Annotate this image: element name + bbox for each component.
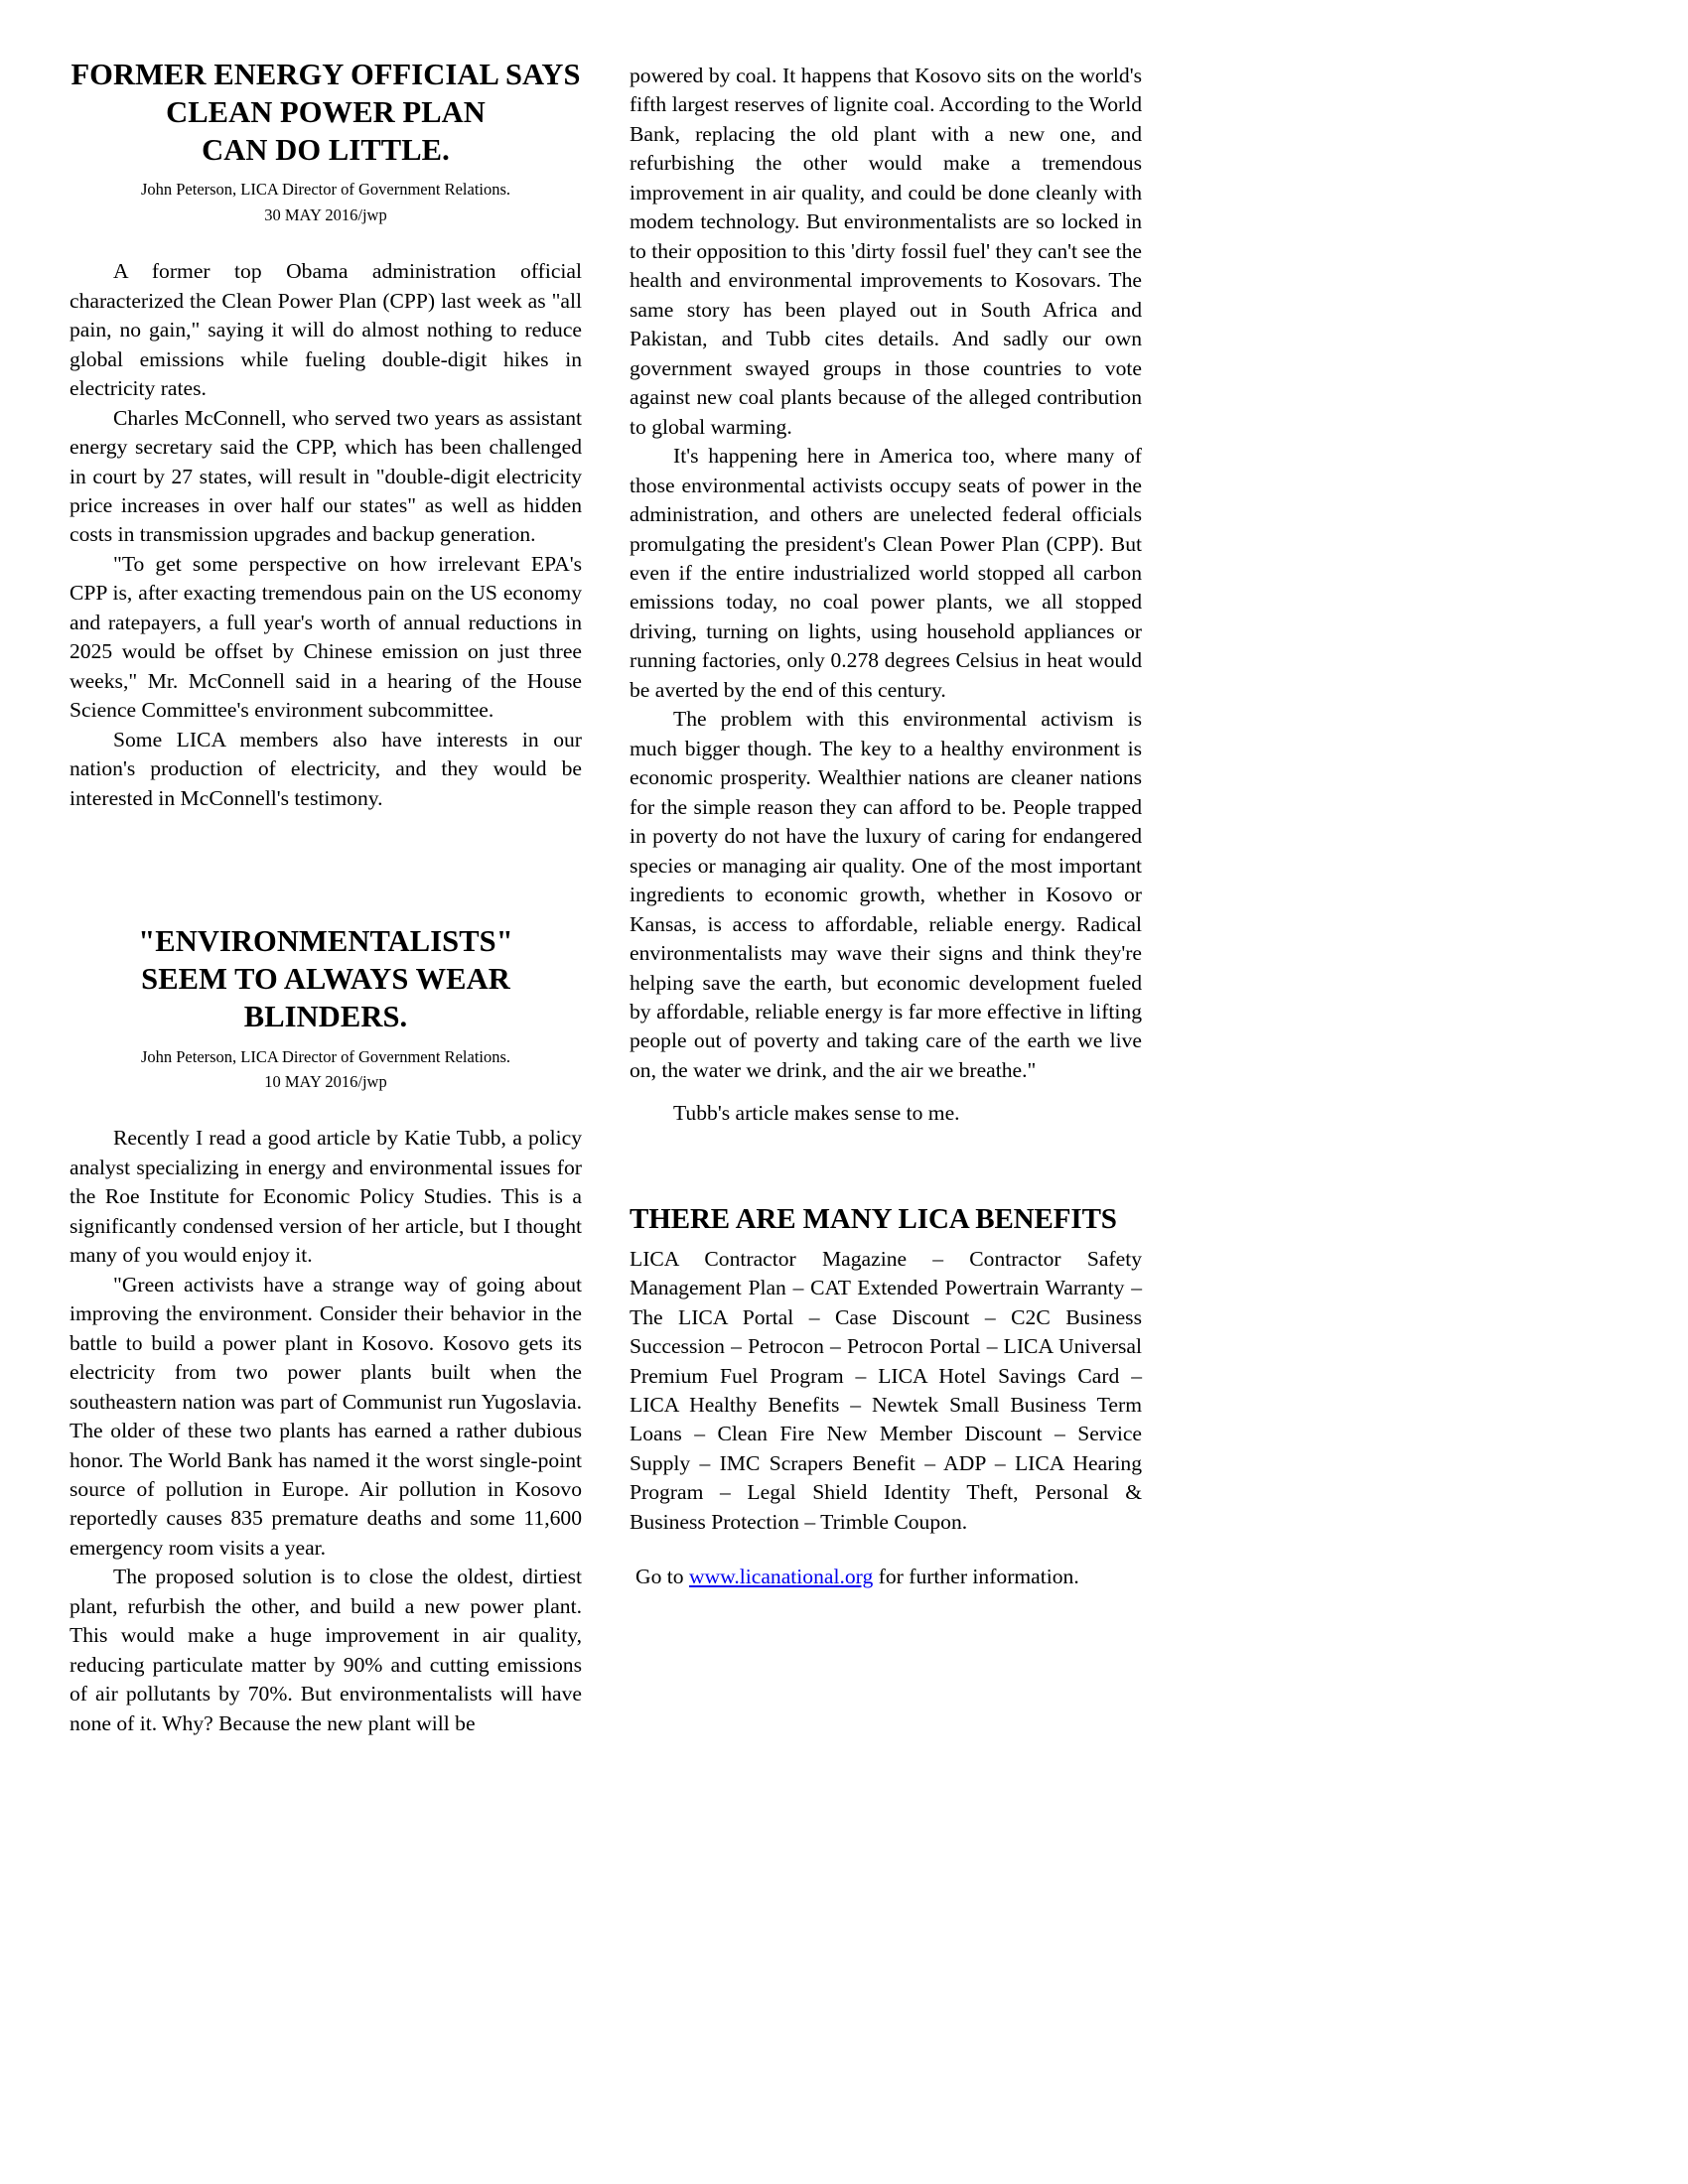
article2-headline	[70, 922, 582, 1035]
left-column	[70, 56, 582, 1738]
spacer	[70, 1094, 582, 1124]
benefits-footer	[630, 1563, 1142, 1591]
article1-paragraph: Charles McConnell, who served two years as assistant energy secretary said the CPP, which has been challenged in court by 27 states, will result in "double-digit electricity price increases in over half our states" as well as hidden costs in transmission upgrades and backup generation.	[70, 405, 582, 547]
article2-paragraph: Recently I read a good article by Katie Tubb, a policy analyst specializing in energy and environmental issues for the Roe Institute for Economic Policy Studies. This is a significantly condensed version of her article, but I thought many of you would enjoy it.	[70, 1126, 582, 1268]
two-column-layout	[70, 56, 1618, 2144]
benefits-footer-prefix: Go to	[635, 1565, 689, 1589]
benefits-heading: THERE ARE MANY LICA BENEFITS	[630, 1202, 1117, 1235]
article2-continued-paragraph: The problem with this environmental activism is much bigger though. The key to a healthy environment is economic prosperity. Wealthier nations are cleaner nations for the simple reason they can afford to be. People trapped in poverty do not have the luxury of caring for endangered species or managing air quality. One of the most important ingredients to economic growth, whether in Kosovo or Kansas, is access to affordable, reliable energy. Radical environmentalists may wave their signs and think they're helping save the earth, but economic development fueled by affordable, reliable energy is far more effective in lifting people out of poverty and taking care of the earth we live on, the water we drink, and the air we breathe."	[630, 707, 1142, 1082]
article2-paragraph: "Green activists have a strange way of going about improving the environment. Consider their behavior in the battle to build a power plant in Kosovo. Kosovo gets its electricity from two power plants built when the southeastern nation was part of Communist run Yugoslavia. The older of these two plants has earned a rather dubious honor. The World Bank has named it the worst single-point source of pollution in Europe. Air pollution in Kosovo reportedly causes 835 premature deaths and some 11,600 emergency room visits a year.	[70, 1272, 582, 1560]
article2-continued-paragraph: It's happening here in America too, where many of those environmental activists occupy seats of power in the administration, and others are unelected federal officials promulgating the president's Clean Power Plan (CPP). But even if the entire industrialized world stopped all carbon emissions today, no coal power plants, we all stopped driving, turning on lights, using household appliances or running factories, only 0.278 degrees Celsius in heat would be averted by the end of this century.	[630, 444, 1142, 702]
article2-date: 10 MAY 2016/jwp	[264, 1072, 387, 1092]
article2-continued-paragraph: powered by coal. It happens that Kosovo sits on the world's fifth largest reserves of lignite coal. According to the World Bank, replacing the old plant with a new one, and refurbishing the other would make a tremendous improvement in air quality, and could be done cleanly with modem technology. But environmentalists are so locked in to their opposition to this 'dirty fossil fuel' they can't see the health and environmental improvements to Kosovars. The same story has been played out in South Africa and Pakistan, and Tubb cites details. And sadly our own government swayed groups in those countries to vote against new coal plants because of the alleged contribution to global warming.	[630, 64, 1142, 439]
article1-headline-line-1: FORMER ENERGY OFFICIAL SAYS	[70, 58, 581, 91]
article2-byline	[70, 1045, 582, 1095]
spacer	[70, 227, 582, 257]
article1-paragraph: Some LICA members also have interests in our nation's production of electricity, and they would be interested in McConnell's testimony.	[70, 727, 582, 810]
article2-closing-paragraph: Tubb's article makes sense to me.	[673, 1101, 960, 1126]
article2-headline-line-2: SEEM TO ALWAYS WEAR BLINDERS.	[141, 962, 510, 1034]
article1-date: 30 MAY 2016/jwp	[264, 205, 387, 225]
article2-paragraph: The proposed solution is to close the oldest, dirtiest plant, refurbish the other, and build a new power plant. This would make a huge improvement in air quality, reducing particulate matter by 90% and cutting emissions of air pollutants by 70%. But environmentalists will have none of it. Why? Because the new plant will be	[70, 1565, 582, 1735]
article1-headline-line-3: CAN DO LITTLE.	[202, 133, 450, 168]
benefits-list: LICA Contractor Magazine – Contractor Safety Management Plan – CAT Extended Powertrain Warranty – The LICA Portal – Case Discount – C2C Business Succession – Petrocon – Petrocon Portal – LICA Universal Premium Fuel Program – LICA Hotel Savings Card – LICA Healthy Benefits – Newtek Small Business Term Loans – Clean Fire New Member Discount – Service Supply – IMC Scrapers Benefit – ADP – LICA Hearing Program – Legal Shield Identity Theft, Personal & Business Protection – Trimble Coupon.	[630, 1246, 1142, 1534]
article1-headline-line-2: CLEAN POWER PLAN	[166, 95, 486, 130]
spacer	[630, 1129, 1142, 1202]
article1-byline	[70, 178, 582, 227]
article1-author: John Peterson, LICA Director of Government Relations.	[140, 180, 511, 200]
article1-paragraph: "To get some perspective on how irrelevant EPA's CPP is, after exacting tremendous pain on the US economy and ratepayers, a full year's worth of annual reductions in 2025 would be offset by Chinese emission on just three weeks," Mr. McConnell said in a hearing of the House Science Committee's environment subcommittee.	[70, 551, 582, 723]
article2-headline-line-1: "ENVIRONMENTALISTS"	[138, 924, 513, 959]
right-column	[630, 56, 1142, 1592]
article2-author: John Peterson, LICA Director of Government Relations.	[140, 1046, 511, 1066]
article1-paragraph: A former top Obama administration official characterized the Clean Power Plan (CPP) last week as "all pain, no gain," saying it will do almost nothing to reduce global emissions while fueling double-digit hikes in electricity rates.	[70, 259, 582, 401]
benefits-footer-suffix: for further information.	[873, 1565, 1079, 1589]
article1-headline	[70, 56, 582, 169]
licanational-link[interactable]: www.licanational.org	[688, 1565, 874, 1589]
spacer	[70, 813, 582, 922]
spacer	[630, 1085, 1142, 1099]
